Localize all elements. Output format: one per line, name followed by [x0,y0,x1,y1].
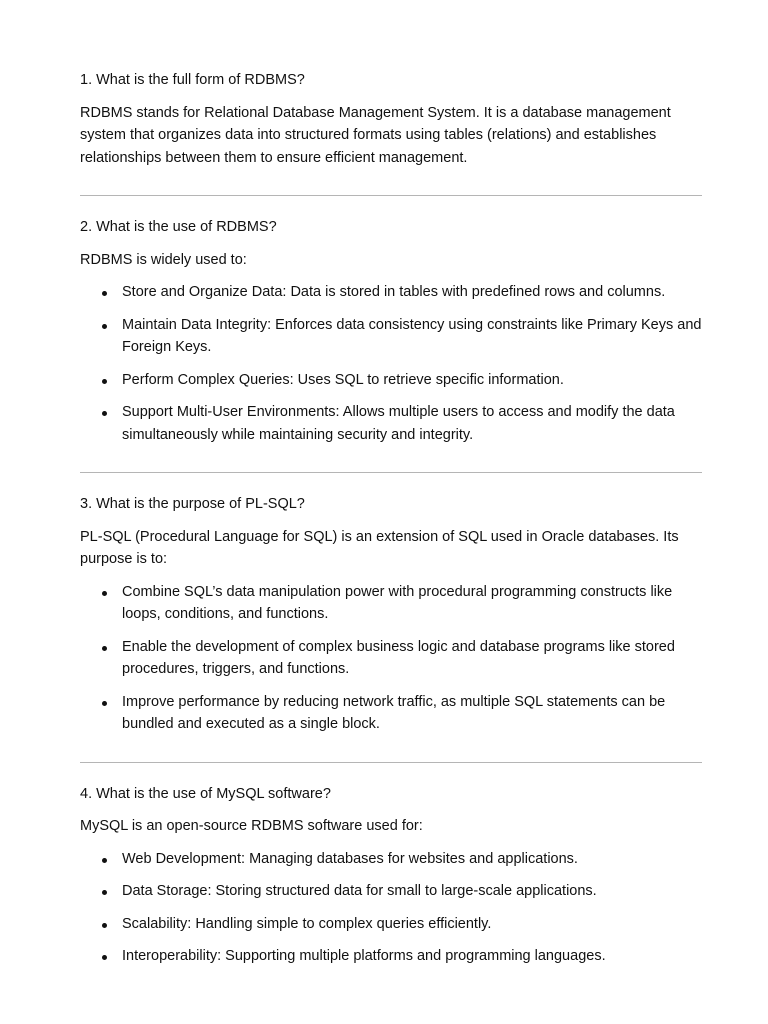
list-item [80,281,702,304]
answer-paragraph: PL-SQL (Procedural Language for SQL) is an extension of SQL used in Oracle databases. Its purpose is to: [80,528,679,567]
section-mysql-use [80,783,702,968]
list-item [80,913,702,936]
bullet-icon [102,955,107,960]
list-item [80,314,702,359]
list-item-text: Maintain Data Integrity: Enforces data consistency using constraints like Primary Keys and Foreign Keys. [122,316,702,355]
list-item-text: Store and Organize Data: Data is stored in tables with predefined rows and columns. [122,284,666,300]
list-item-text: Data Storage: Storing structured data for small to large-scale applications. [122,883,597,899]
section-rdbms-use [80,216,702,446]
list-item [80,945,702,968]
list-item-text: Support Multi-User Environments: Allows multiple users to access and modify the data simultaneously while maintaining security and integrity. [122,404,675,443]
bullet-list [80,581,702,736]
bullet-icon [102,858,107,863]
list-item-text: Improve performance by reducing network traffic, as multiple SQL statements can be bundled and executed as a single block. [122,693,666,732]
list-item [80,581,702,626]
section-plsql-purpose [80,493,702,736]
list-item [80,691,702,736]
list-item-text: Enable the development of complex business logic and database programs like stored procedures, triggers, and functions. [122,638,675,677]
section-rdbms-full-form [80,69,702,169]
bullet-icon [102,291,107,296]
list-item [80,369,702,392]
list-item [80,401,702,446]
bullet-icon [102,646,107,651]
list-item [80,848,702,871]
list-item-text: Web Development: Managing databases for websites and applications. [122,850,578,867]
bullet-icon [102,411,107,416]
list-item [80,636,702,681]
list-item [80,880,702,903]
bullet-icon [102,701,107,706]
section-divider [80,472,702,473]
question-heading: 2. What is the use of RDBMS? [80,219,277,235]
list-item-text: Interoperability: Supporting multiple platforms and programming languages. [122,948,606,964]
question-heading: 1. What is the full form of RDBMS? [80,72,305,88]
bullet-list [80,848,702,968]
bullet-icon [102,324,107,329]
list-item-text: Perform Complex Queries: Uses SQL to retrieve specific information. [122,371,564,388]
question-heading: 4. What is the use of MySQL software? [80,785,331,802]
list-item-text: Scalability: Handling simple to complex queries efficiently. [122,915,492,932]
bullet-icon [102,923,107,928]
list-item-text: Combine SQL’s data manipulation power with procedural programming constructs like loops, conditions, and functions. [122,583,673,622]
question-heading: 3. What is the purpose of PL-SQL? [80,496,305,512]
bullet-icon [102,379,107,384]
section-divider [80,195,702,196]
bullet-icon [102,890,107,895]
bullet-list [80,281,702,446]
section-divider [80,762,702,763]
answer-paragraph: MySQL is an open-source RDBMS software used for: [80,818,423,834]
answer-paragraph: RDBMS is widely used to: [80,251,247,268]
bullet-icon [102,591,107,596]
answer-paragraph: RDBMS stands for Relational Database Management System. It is a database management system that organizes data into structured formats using tables (relations) and establishes relationships between them to ensure efficient management. [80,104,671,166]
